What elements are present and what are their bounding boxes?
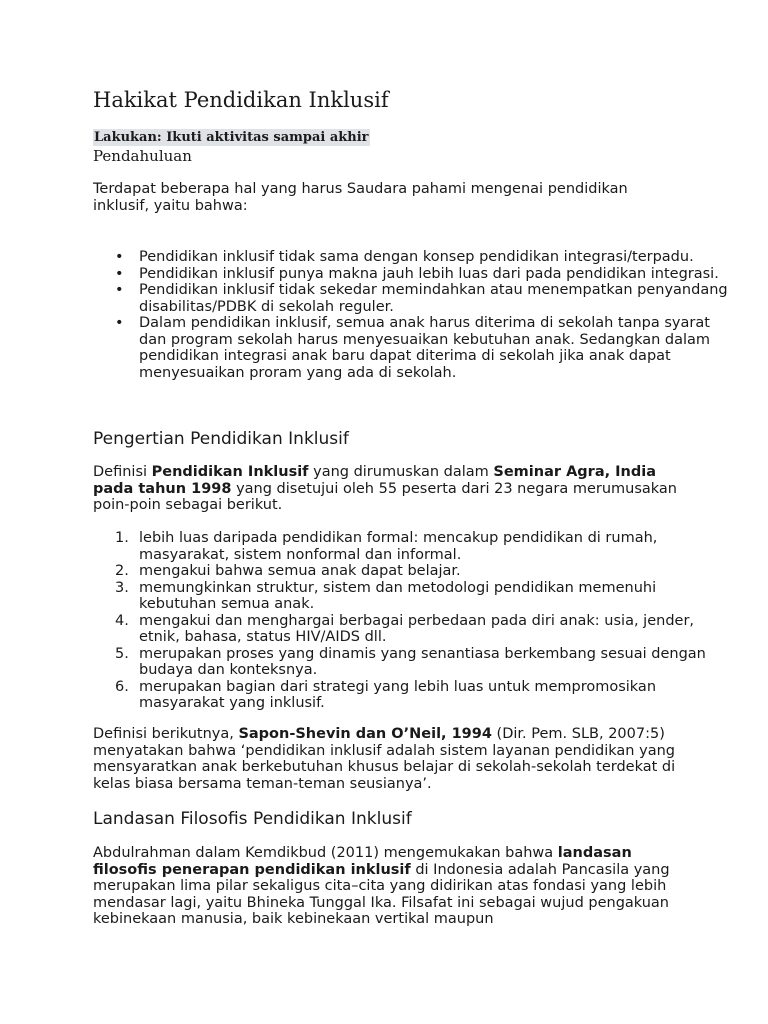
list-item (115, 530, 729, 563)
definition2-text: Definisi berikutnya, (93, 726, 239, 742)
list-item: • Dalam pendidikan inklusif, semua anak harus diterima di sekolah tanpa syarat dan program sekolah harus menyesuaikan kebutuhan anak. Sedangkan dalam pendidikan integrasi anak baru dapat diterima di sekolah jika anak dapat menyesuaikan proram yang ada di sekolah. (139, 315, 729, 381)
list-text: merupakan proses yang dinamis yang senantiasa berkembang sesuai dengan budaya dan konteksnya. (139, 645, 706, 678)
bullet-list (93, 249, 729, 381)
list-item: • Pendidikan inklusif tidak sama dengan konsep pendidikan integrasi/terpadu. (139, 249, 729, 266)
definition-paragraph (93, 464, 683, 514)
list-text: mengakui dan menghargai berbagai perbedaan pada diri anak: usia, jender, etnik, bahasa, status HIV/AIDS dll. (139, 612, 695, 645)
section-heading-landasan: Landasan Filosofis Pendidikan Inklusif (93, 809, 412, 829)
numbered-list (93, 530, 729, 712)
definition-text: yang disetujui oleh 55 peserta dari 23 negara merumusakan poin-poin sebagai berikut. (93, 480, 677, 513)
instruction-note: Lakukan: Ikuti aktivitas sampai akhir (94, 130, 369, 145)
list-number: 4. (115, 612, 129, 629)
list-text: merupakan bagian dari strategi yang lebih luas untuk mempromosikan masyarakat yang inklusif. (139, 678, 657, 711)
definition2-text: (Dir. Pem. SLB, 2007:5) menyatakan bahwa ‘pendidikan inklusif adalah sistem layanan pendidikan yang mensyaratkan anak berkebutuhan khusus belajar di sekolah-sekolah terdekat di kelas biasa bersama teman-teman seusianya’. (93, 726, 676, 792)
landasan-text: di Indonesia adalah Pancasila yang merupakan lima pilar sekaligus cita–cita yang didirikan atas fondasi yang lebih mendasar lagi, yaitu Bhineka Tunggal Ika. Filsafat ini sebagai wujud pengakuan kebinekaan manusia, baik kebinekaan vertikal maupun (93, 861, 670, 927)
list-text: mengakui bahwa semua anak dapat belajar. (139, 563, 461, 579)
list-number: 5. (115, 645, 129, 662)
section-heading-pengertian: Pengertian Pendidikan Inklusif (93, 429, 349, 449)
landasan-paragraph (93, 845, 683, 928)
list-item: • Pendidikan inklusif punya makna jauh lebih luas dari pada pendidikan integrasi. (139, 266, 729, 283)
definition-text: Definisi (93, 464, 152, 480)
list-text: lebih luas daripada pendidikan formal: mencakup pendidikan di rumah, masyarakat, sistem nonformal dan informal. (139, 530, 658, 563)
landasan-text: Abdulrahman dalam Kemdikbud (2011) mengemukakan bahwa (93, 845, 558, 861)
definition-bold: Seminar Agra, India pada tahun 1998 (93, 464, 657, 497)
list-number: 6. (115, 678, 129, 695)
list-item (115, 645, 729, 679)
landasan-bold: landasan filosofis penerapan pendidikan inklusif (93, 845, 632, 878)
definition-text: yang dirumuskan dalam (308, 464, 494, 480)
page-title: Hakikat Pendidikan Inklusif (93, 88, 389, 112)
list-item: • Pendidikan inklusif tidak sekedar memindahkan atau menempatkan penyandang disabilitas/PDBK di sekolah reguler. (139, 282, 729, 315)
definition2-bold: Sapon-Shevin dan O’Neil, 1994 (238, 726, 492, 742)
definition-bold: Pendidikan Inklusif (151, 464, 309, 480)
list-item (115, 563, 729, 580)
list-number: 2. (115, 563, 129, 579)
intro-paragraph: Terdapat beberapa hal yang harus Saudara pahami mengenai pendidikan inklusif, yaitu bahwa: (93, 181, 628, 214)
list-item (115, 612, 729, 646)
list-item (115, 678, 729, 712)
list-number: 3. (115, 579, 129, 596)
list-number: 1. (115, 530, 129, 546)
list-item (115, 579, 729, 613)
list-text: memungkinkan struktur, sistem dan metodologi pendidikan memenuhi kebutuhan semua anak. (139, 579, 657, 612)
intro-heading: Pendahuluan (93, 147, 192, 165)
definition2-paragraph (93, 726, 683, 792)
